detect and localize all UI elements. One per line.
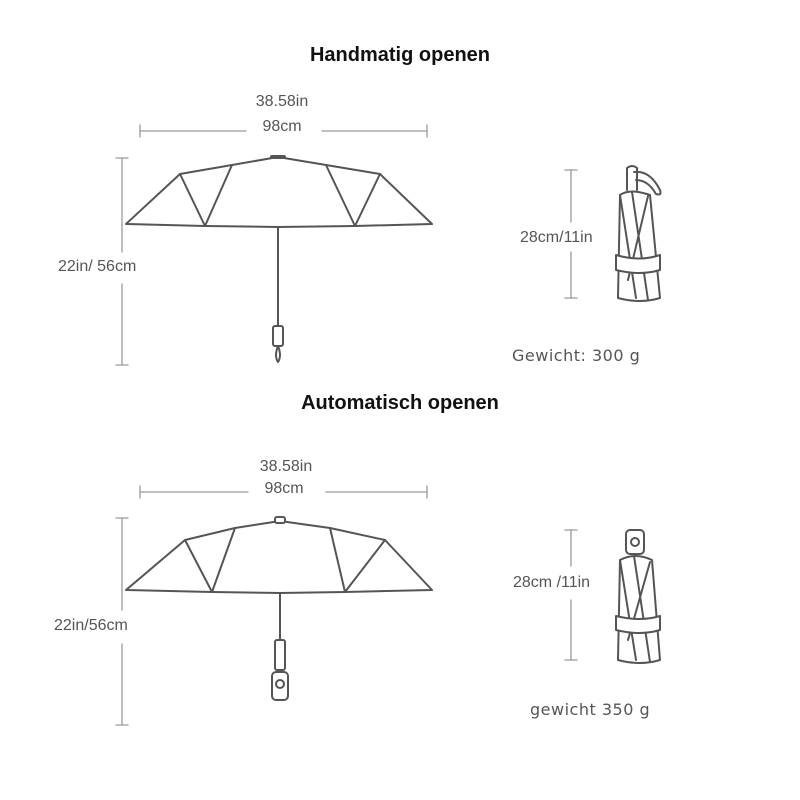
automatic-folded-dimension-line bbox=[565, 530, 577, 660]
manual-height-dimension-line bbox=[116, 158, 128, 365]
manual-width-cm-label: 98cm bbox=[262, 118, 302, 135]
manual-weight-label: Gewicht: 300 g bbox=[512, 346, 641, 365]
manual-width-in-label: 38.58in bbox=[255, 93, 309, 110]
automatic-folded-length-label: 28cm /11in bbox=[513, 574, 591, 591]
automatic-height-label: 22in/56cm bbox=[54, 617, 128, 634]
manual-height-label: 22in/ 56cm bbox=[58, 258, 137, 275]
automatic-weight-label: gewicht 350 g bbox=[530, 700, 651, 719]
automatic-width-dimension-line bbox=[140, 486, 427, 498]
automatic-height-dimension-line bbox=[116, 518, 128, 725]
manual-width-dimension-line bbox=[140, 125, 427, 137]
automatic-folded-umbrella bbox=[616, 530, 660, 663]
automatic-section-title: Automatisch openen bbox=[301, 392, 499, 414]
automatic-open-umbrella bbox=[126, 517, 432, 700]
manual-open-umbrella bbox=[126, 157, 432, 362]
manual-section-title: Handmatig openen bbox=[309, 44, 490, 66]
automatic-width-in-label: 38.58in bbox=[259, 458, 313, 475]
manual-folded-umbrella bbox=[616, 166, 661, 301]
manual-folded-length-label: 28cm/11in bbox=[520, 229, 593, 246]
manual-folded-dimension-line bbox=[565, 170, 577, 298]
automatic-width-cm-label: 98cm bbox=[264, 480, 304, 497]
